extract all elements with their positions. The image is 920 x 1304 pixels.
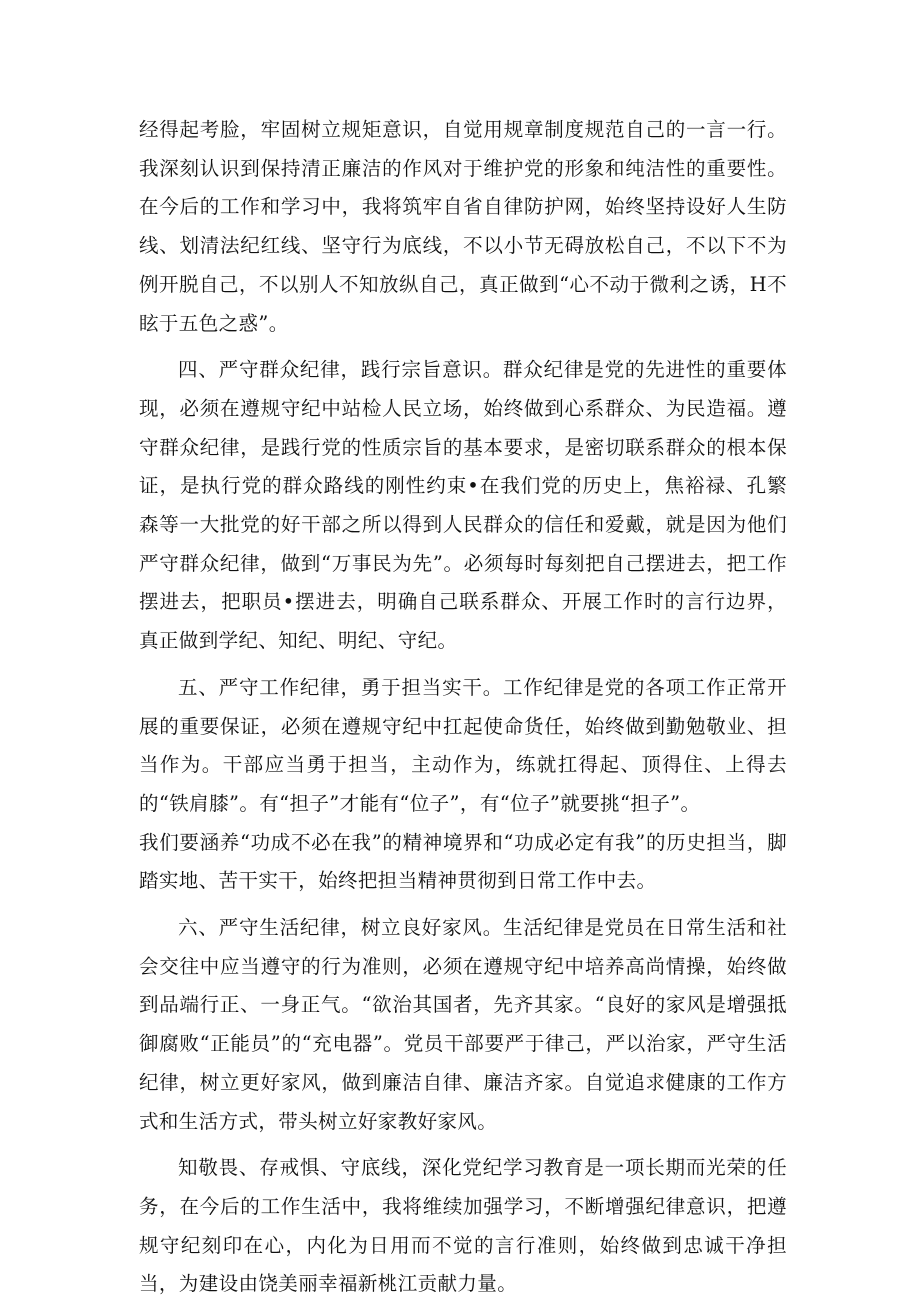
document-body (139, 111, 787, 1304)
paragraph-work-discipline: 五、严守工作纪律，勇于担当实干。工作纪律是党的各项工作正常开展的重要保证，必须在遵规守纪中扛起使命货任，始终做到勤勉敬业、担当作为。干部应当勇于担当，主动作为，练就扛得起、顶得住、上得去的“铁肩膝”。有“担子”才能有“位子”，有“位子”就要挑“担子”。 (139, 675, 787, 815)
paragraph-responsibility: 我们要涵养“功成不必在我”的精神境界和“功成必定有我”的历史担当，脚踏实地、苦干实干，始终把担当精神贯彻到日常工作中去。 (139, 830, 787, 893)
paragraph-life-discipline: 六、严守生活纪律，树立良好家风。生活纪律是党员在日常生活和社会交往中应当遵守的行为准则，必须在遵规守纪中培养高尚情操，始终做到品端行正、一身正气。“欲治其国者，先齐其家。“良好的家风是增强抵御腐败“正能员”的“充电器”。党员干部要严于律己，严以治家，严守生活纪律，树立更好家风，做到廉洁自律、廉洁齐家。自觉追求健康的工作方式和生活方式，带头树立好家教好家风。 (139, 916, 787, 1133)
paragraph-continuation: 经得起考脸，牢固树立规矩意识，自觉用规章制度规范自己的一言一行。我深刻认识到保持清正廉洁的作风对于维护党的形象和纯洁性的重要性。在今后的工作和学习中，我将筑牢自省自律防护网，始终坚持设好人生防线、划清法纪红线、坚守行为底线，不以小节无碍放松自己，不以下不为例开脱自己，不以别人不知放纵自己，真正做到“心不动于微利之诱，H不眩于五色之惑”。 (139, 118, 787, 335)
paragraph-conclusion: 知敬畏、存戒惧、守底线，深化党纪学习教育是一项长期而光荣的任务，在今后的工作生活中，我将维续加强学习，不断增强纪律意识，把遵规守纪刻印在心，内化为日用而不觉的言行准则，始终做到忠诚干净担当，为建设由饶美丽幸福新桃江贡献力量。 (139, 1156, 787, 1296)
paragraph-mass-discipline: 四、严守群众纪律，践行宗旨意识。群众纪律是党的先进性的重要体现，必须在遵规守纪中站检人民立场，始终做到心系群众、为民造福。遵守群众纪律，是践行党的性质宗旨的基本要求，是密切联系群众的根本保证，是执行党的群众路线的刚性约束•在我们党的历史上，焦裕禄、孔繁森等一大批党的好干部之所以得到人民群众的信任和爱戴，就是因为他们严守群众纪律，做到“万事民为先”。必须每时每刻把自己摆进去，把工作摆进去，把职员•摆进去，明确自己联系群众、开展工作时的言行边界，真正做到学纪、知纪、明纪、守纪。 (139, 358, 787, 653)
